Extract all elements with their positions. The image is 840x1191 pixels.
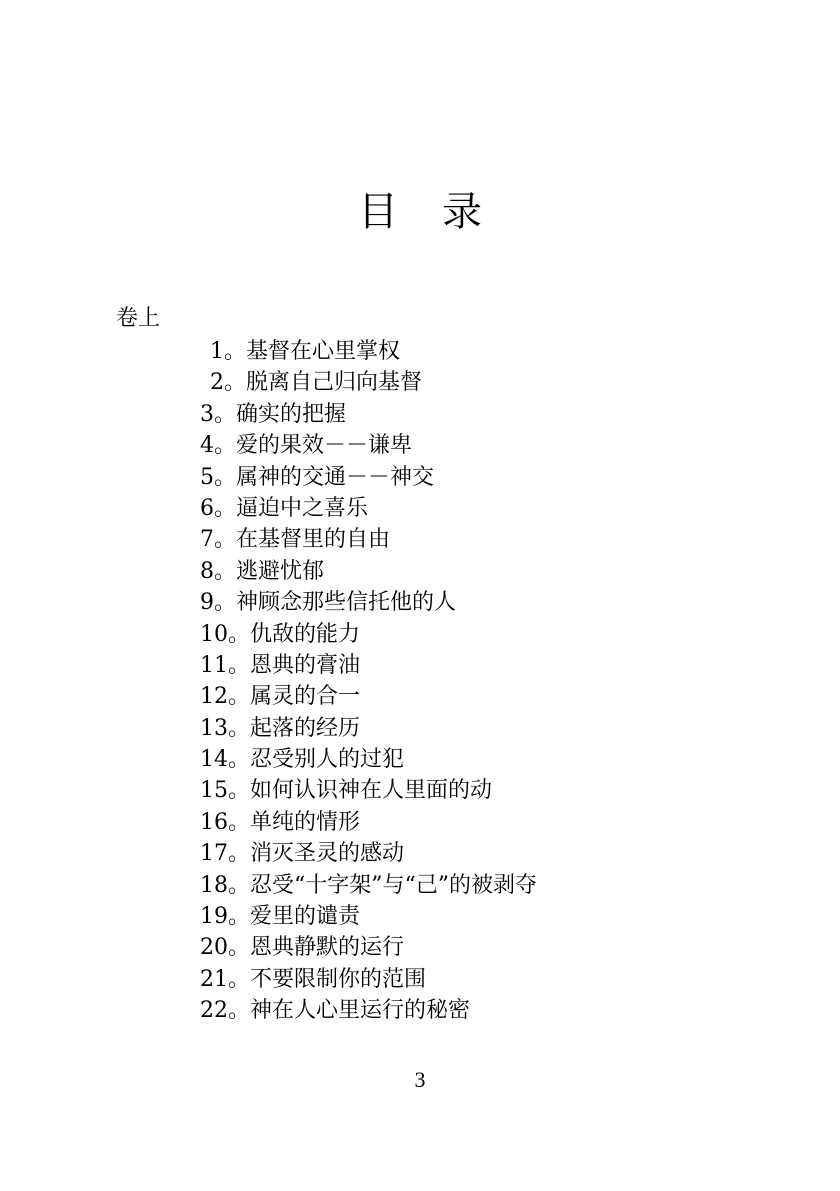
toc-entry: 14。忍受别人的过犯: [200, 747, 404, 773]
section-label: 卷上: [116, 306, 161, 331]
toc-entry: 10。仇敌的能力: [200, 621, 360, 647]
toc-entry: 11。恩典的膏油: [200, 652, 360, 678]
toc-entry: 15。如何认识神在人里面的动: [200, 778, 492, 804]
toc-entry: 2。脱离自己归向基督: [210, 370, 422, 396]
toc-entry: 4。爱的果效－－谦卑: [200, 433, 412, 459]
toc-entry: 22。神在人心里运行的秘密: [200, 998, 470, 1024]
toc-entry: 17。消灭圣灵的感动: [200, 841, 404, 867]
toc-entry: 5。属神的交通－－神交: [200, 464, 434, 490]
toc-entry: 12。属灵的合一: [200, 684, 360, 710]
toc-entry: 8。逃避忧郁: [200, 558, 324, 584]
toc-entry: 16。单纯的情形: [200, 809, 360, 835]
toc-entry: 21。不要限制你的范围: [200, 966, 426, 992]
toc-entry: 6。逼迫中之喜乐: [200, 495, 368, 521]
toc-entry: 20。恩典静默的运行: [200, 935, 404, 961]
page-title-char: 目: [358, 189, 398, 235]
page-number: 3: [414, 1067, 426, 1092]
toc-entry: 18。忍受“十字架”与“己”的被剥夺: [200, 872, 537, 898]
toc-entry: 7。在基督里的自由: [200, 527, 390, 553]
toc-entry: 1。基督在心里掌权: [210, 339, 400, 364]
toc-entry: 3。确实的把握: [200, 401, 346, 427]
page-title: [0, 188, 840, 236]
toc-entry: 9。神顾念那些信托他的人: [200, 590, 456, 616]
toc-entry: 19。爱里的谴责: [200, 904, 360, 930]
toc-entry: 13。起落的经历: [200, 715, 360, 741]
table-of-contents: [0, 336, 840, 1027]
page-title-char: 录: [442, 189, 482, 235]
